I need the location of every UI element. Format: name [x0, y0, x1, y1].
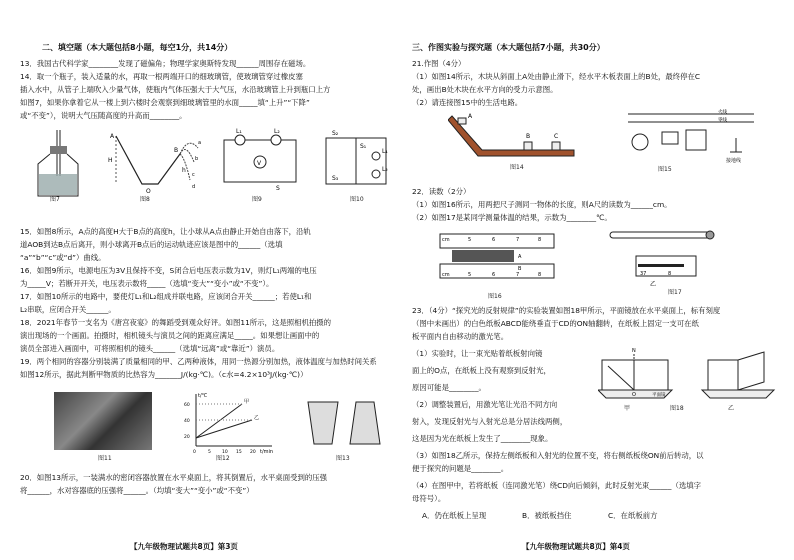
fig16-top-6: 6: [492, 237, 496, 243]
q21-line-2: 处，画出B处木块在水平方向的受力示意图。: [412, 85, 558, 94]
section-title-fill-blanks: 二、填空题（本大题包括8小题，每空1分，共14分）: [42, 43, 233, 52]
fig18-label-mirror: 平面镜: [652, 393, 666, 398]
q15-line-1: 15．如图8所示，A点的高度H大于B点的高度h，让小球从A点由静止开始自由落下，沿轨: [20, 227, 311, 236]
fig10-label-S1: S₁: [360, 143, 367, 150]
fig15-label-neutral: 零线: [718, 118, 727, 123]
fig8-label-c: c: [192, 172, 195, 178]
fig15-caption: 图15: [658, 166, 672, 173]
fig17-label-yi: 乙: [650, 281, 657, 286]
q18-line-3: 演员全部进入画面中，可将照相机的镜头______（选填“远离”或“靠近”）演员。: [20, 344, 280, 353]
fig17-caption: 图17: [668, 289, 682, 296]
fig16-top-7: 7: [516, 237, 520, 243]
fig12-xtick-10: 10: [222, 450, 228, 454]
q16-line-2: 为_____V；若断开开关，电压表示数将_____（选填“变大”“变小”或“不变”）。: [20, 279, 274, 288]
fig11-caption: 图11: [98, 455, 112, 462]
fig14-label-A: A: [468, 113, 473, 120]
q20-line-2: 将______，水对容器底的压强将______。（均填“变大”“变小”或“不变”）: [20, 486, 254, 495]
fig16-top-5: 5: [468, 237, 472, 243]
fig12-x-label: t/min: [260, 449, 274, 454]
fig15-household-circuit: [618, 108, 758, 168]
fig16-top-8: 8: [538, 237, 542, 243]
fig11-dance-photo: [54, 392, 152, 450]
q15-line-2: 道AOB到达B点后离开，则小球离开B点后的运动轨迹应该是图中的______（选填: [20, 240, 283, 249]
fig10-circuit-diagram: [320, 128, 396, 190]
q23-line-6: 原因可能是________。: [412, 383, 486, 392]
q19-line-1: 19．两个相同的容器分别装满了质量相同的甲、乙两种液体，用同一热源分别加热，液体温度与加热时间关系: [20, 357, 377, 366]
fig16-label-cm-top: cm: [442, 237, 450, 243]
q23-line-9: 这是因为光在纸板上发生了________现象。: [412, 434, 553, 443]
left-page: [20, 0, 398, 560]
fig10-label-S2: S₂: [332, 130, 339, 137]
q23-line-13: 母符号）。: [412, 494, 446, 503]
q21-line-3: （2）请连接图15中的生活电路。: [412, 98, 523, 107]
fig12-ytick-60: 60: [184, 403, 190, 408]
fig16-rulers-diagram: [438, 230, 558, 290]
q23-option-b: B．被纸板挡住: [522, 511, 572, 520]
fig17-thermometer: [606, 226, 786, 286]
fig16-bottom-7: 7: [516, 272, 520, 278]
fig12-xtick-20: 20: [250, 450, 256, 454]
fig18-label-O: O: [632, 392, 636, 398]
fig9-caption: 图9: [252, 196, 262, 203]
fig8-label-a: a: [198, 140, 202, 146]
q23-line-4: （1）实验时，让一束光贴着纸板射向镜: [412, 349, 543, 358]
fig12-series-yi: 乙: [254, 415, 260, 421]
q23-line-3: 板平面内自由移动的激光笔。: [412, 332, 509, 341]
q23-option-a: A．仍在纸板上呈现: [422, 511, 487, 520]
q18-line-2: 演出现场的一个画面。拍摄时，相机镜头与演员之间的距离应满足_____。如果想让画面中的: [20, 331, 320, 340]
q21-title: 21.作图（4分）: [412, 59, 466, 68]
fig7-bottle-diagram: [28, 128, 88, 200]
fig16-bottom-6: 6: [492, 272, 496, 278]
q23-line-12: （4）在图甲中，若将纸板（连同激光笔）绕CD向后倾斜，此时反射光束______（选填字: [412, 481, 702, 490]
q17-line-2: L₂串联，应闭合开关______。: [20, 305, 116, 314]
fig12-temperature-graph: [182, 390, 278, 454]
q19-line-2: 如图12所示，据此判断甲物质的比热容为_______J/(kg·℃)。（c水=4.2×10³J/(kg·℃)）: [20, 370, 308, 379]
fig8-label-A: A: [110, 133, 115, 140]
fig8-label-H: H: [108, 157, 113, 164]
q17-line-1: 17．如图10所示的电路中，要使灯L₁和L₂组成并联电路，应该闭合开关______；若使L₁和: [20, 292, 312, 301]
q20-line-1: 20．如图13所示，一装满水的密闭容器放置在水平桌面上，将其倒置后，水平桌面受到的压强: [20, 473, 328, 482]
fig18-label-N: N: [632, 348, 636, 354]
right-page: [412, 0, 790, 560]
q18-line-1: 18．2021年春节一支名为《唐宫夜宴》的舞蹈受到观众好评。如图11所示，这是照相机拍摄的: [20, 318, 332, 327]
fig18-label-jia: 甲: [624, 405, 631, 412]
q23-line-5: 面上的O点，在纸板上没有观察到反射光，: [412, 366, 551, 375]
fig12-xtick-15: 15: [236, 450, 242, 454]
fig9-label-S: S: [276, 185, 280, 190]
fig17-label-8: 8: [668, 271, 672, 277]
fig9-label-L1: L₁: [236, 128, 242, 135]
fig9-circuit-diagram: [216, 128, 304, 190]
fig14-incline-diagram: [448, 112, 578, 160]
fig10-label-L1: L₁: [382, 148, 388, 155]
fig9-label-L2: L₂: [274, 128, 280, 135]
fig18-caption: 图18: [670, 405, 684, 412]
q23-line-1: 23．（4分）“探究光的反射规律”的实验装置如图18甲所示，平面镜放在水平桌面上，标有刻度: [412, 306, 721, 315]
q21-line-1: （1）如图14所示，木块从斜面上A处由静止滑下，经水平木板表面上的B处，最终停在C: [412, 72, 701, 81]
q16-line-1: 16．如图9所示，电源电压为3V且保持不变，S闭合后电压表示数为1V，则灯L₁两端的电压: [20, 266, 317, 275]
q22-title: 22．读数（2分）: [412, 187, 471, 196]
fig12-ytick-40: 40: [184, 419, 190, 424]
fig9-label-V: V: [257, 160, 262, 167]
fig12-xtick-0: 0: [193, 450, 196, 454]
fig16-bottom-8: 8: [538, 272, 542, 278]
fig8-caption: 图8: [140, 196, 150, 203]
q14-line-2: 插入水中，从管子上端吹入少量气体，使瓶内气体压强大于大气压，水沿玻璃管上升到瓶口上方: [20, 85, 331, 94]
fig8-label-h: h: [182, 167, 186, 174]
section-title-experiment: 三、作图实验与探究题（本大题包括7小题，共30分）: [412, 43, 605, 52]
fig18-reflection-apparatus: [598, 344, 778, 406]
q15-line-3: “a”“b”“c”或“d”）曲线。: [20, 253, 106, 262]
fig14-label-C: C: [554, 133, 559, 140]
fig12-xtick-5: 5: [208, 450, 211, 454]
fig8-label-b: b: [195, 156, 199, 162]
fig10-label-S3: S₃: [332, 175, 339, 182]
page-footer-left: 【九年级物理试题共8页】第3页: [130, 542, 238, 552]
fig10-caption: 图10: [350, 196, 364, 203]
fig8-label-d: d: [192, 184, 196, 190]
fig10-label-L2: L₂: [382, 166, 388, 173]
fig8-label-O: O: [146, 188, 151, 195]
page-footer-right: 【九年级物理试题共8页】第4页: [522, 542, 630, 552]
fig7-caption: 图7: [50, 196, 60, 203]
fig8-label-B: B: [174, 147, 179, 154]
fig14-caption: 图14: [510, 164, 524, 171]
q23-line-8: 射入，发现反射光与入射光总是分居法线两侧，: [412, 417, 568, 426]
q23-line-10: （3）如图18乙所示，保持左侧纸板和入射光的位置不变，将右侧纸板绕ON前后转动，以: [412, 451, 704, 460]
q14-line-1: 14．取一个瓶子，装入适量的水，再取一根两端开口的细玻璃管，使玻璃管穿过橡皮塞: [20, 72, 303, 81]
fig15-label-live: 火线: [718, 110, 727, 115]
fig12-y-label: t/℃: [198, 393, 208, 399]
fig12-caption: 图12: [216, 455, 230, 462]
fig12-ytick-20: 20: [184, 435, 190, 440]
fig15-label-ground: 接地线: [726, 158, 742, 164]
fig18-label-yi: 乙: [728, 405, 735, 412]
fig13-caption: 图13: [336, 455, 350, 462]
q23-option-c: C．在纸板前方: [608, 511, 658, 520]
fig12-series-jia: 甲: [244, 399, 250, 405]
fig16-label-A: A: [518, 254, 522, 260]
q14-line-4: 或“不变”），说明大气压随高度的升高而________。: [20, 111, 187, 120]
q22-line-2: （2）如图17是某同学测量体温的结果，示数为________℃。: [412, 213, 612, 222]
q23-line-7: （2）调整装置后，用激光笔让光沿不同方向: [412, 400, 558, 409]
q14-line-3: 如图7，如果你拿着它从一楼上到六楼时会观察到细玻璃管里的水面_____填“上升”“下降”: [20, 98, 310, 107]
fig17-label-37: 37: [640, 271, 647, 277]
q23-line-2: （图中未画出）的白色纸板ABCD能绕垂直于CD的ON轴翻转，在纸板上固定一支可在纸: [412, 319, 699, 328]
q22-line-1: （1）如图16所示，用两把尺子测同一物体的长度，则A尺的读数为______cm。: [412, 200, 672, 209]
fig16-label-cm-bottom: cm: [442, 272, 450, 278]
fig16-label-B: B: [518, 266, 522, 272]
q13-line-1: 13．我国古代科学家________发现了磁偏角；物理学家奥斯特发现______周围存在磁场。: [20, 59, 311, 68]
fig14-label-B: B: [526, 133, 531, 140]
fig16-bottom-5: 5: [468, 272, 472, 278]
q23-line-11: 便于探究的问题是________。: [412, 464, 509, 473]
fig16-caption: 图16: [488, 293, 502, 300]
fig13-containers-diagram: [304, 398, 384, 448]
fig8-track-diagram: [102, 128, 202, 196]
